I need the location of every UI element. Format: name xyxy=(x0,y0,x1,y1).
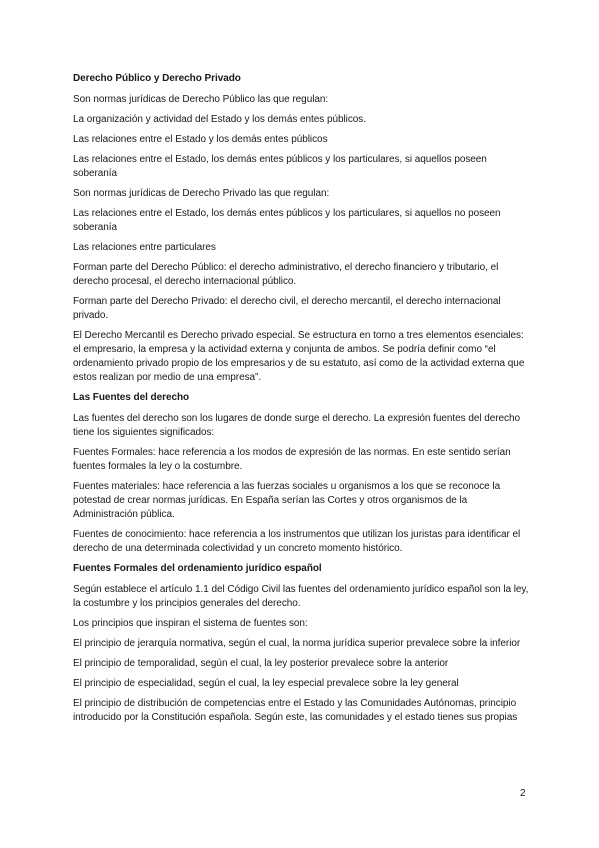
section-heading: Derecho Público y Derecho Privado xyxy=(73,73,241,84)
paragraph: El principio de jerarquía normativa, según el cual, la norma jurídica superior prevalece sobre la inferior xyxy=(73,638,521,649)
paragraph: Las relaciones entre el Estado, los demás entes públicos y los particulares, si aquellos no poseen soberanía xyxy=(73,208,501,233)
paragraph: Fuentes materiales: hace referencia a las fuerzas sociales u organismos a los que se reconoce la potestad de crear normas jurídicas. En España serían las Cortes y otros organismos de la Administración pública. xyxy=(73,481,501,520)
paragraph: Según establece el artículo 1.1 del Código Civil las fuentes del ordenamiento jurídico español son la ley, la costumbre y los principios generales del derecho. xyxy=(73,584,529,609)
paragraph: Son normas jurídicas de Derecho Privado las que regulan: xyxy=(73,188,330,199)
paragraph: Los principios que inspiran el sistema de fuentes son: xyxy=(73,618,308,629)
section-heading: Fuentes Formales del ordenamiento jurídico español xyxy=(73,563,322,574)
paragraph: Forman parte del Derecho Privado: el derecho civil, el derecho mercantil, el derecho internacional privado. xyxy=(73,296,501,321)
paragraph: La organización y actividad del Estado y los demás entes públicos. xyxy=(73,114,366,125)
section-heading: Las Fuentes del derecho xyxy=(73,392,190,403)
paragraph: Las relaciones entre el Estado, los demás entes públicos y los particulares, si aquellos poseen soberanía xyxy=(73,154,487,179)
paragraph: El principio de temporalidad, según el cual, la ley posterior prevalece sobre la anterior xyxy=(73,658,449,669)
paragraph: Forman parte del Derecho Público: el derecho administrativo, el derecho financiero y tributario, el derecho procesal, el derecho internacional público. xyxy=(73,262,499,287)
paragraph: Fuentes Formales: hace referencia a los modos de expresión de las normas. En este sentido serían fuentes formales la ley o la costumbre. xyxy=(73,447,511,472)
page-number: 2 xyxy=(520,788,526,799)
paragraph: El principio de distribución de competencias entre el Estado y las Comunidades Autónomas, principio introducido por la Constitución española. Según este, las comunidades y el estado tienes sus propias xyxy=(73,698,518,723)
paragraph: Las relaciones entre el Estado y los demás entes públicos xyxy=(73,134,328,145)
paragraph: Fuentes de conocimiento: hace referencia a los instrumentos que utilizan los juristas para identificar el derecho de una determinada colectividad y un concreto momento histórico. xyxy=(73,529,521,554)
paragraph: Son normas jurídicas de Derecho Público las que regulan: xyxy=(73,94,329,105)
paragraph: El principio de especialidad, según el cual, la ley especial prevalece sobre la ley general xyxy=(73,678,459,689)
paragraph: Las fuentes del derecho son los lugares de donde surge el derecho. La expresión fuentes del derecho tiene los siguientes significados: xyxy=(73,413,521,438)
paragraph: El Derecho Mercantil es Derecho privado especial. Se estructura en torno a tres elementos esenciales: el empresario, la empresa y la actividad externa y conjunta de ambos. Se podría definir como “el ordenamiento privado propio de los empresarios y de su estatuto, así como de la actividad externa que estos realizan por medio de una empresa”. xyxy=(73,330,525,383)
paragraph: Las relaciones entre particulares xyxy=(73,242,216,253)
document-body xyxy=(73,72,529,731)
